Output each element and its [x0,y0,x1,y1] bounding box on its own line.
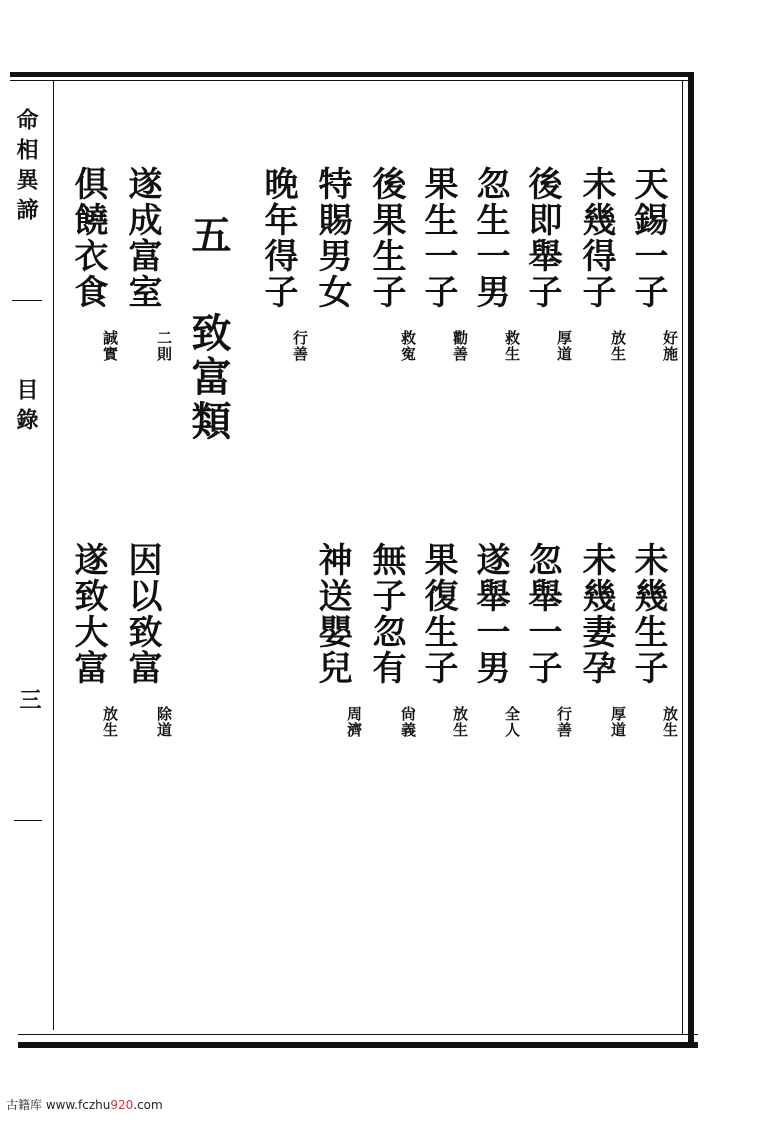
top-rule-thin [10,80,690,81]
section-title: 致富類 [185,312,232,444]
entry-note: 行善 [291,330,309,362]
entry-title: 果生一子 [418,166,458,310]
entry-title: 晚年得子 [258,166,298,310]
footer-watermark[interactable] [6,1096,163,1113]
entry-title: 特賜男女 [312,166,352,310]
entry-note: 尙義 [399,706,417,738]
entry-title: 未幾妻孕 [576,542,616,686]
entry-note: 放生 [451,706,469,738]
bottom-rule-thick [18,1042,698,1048]
entry-note: 放生 [609,330,627,362]
entry-note: 勸善 [451,330,469,362]
entry-note: 放生 [661,706,679,738]
entry-note: 救寃 [399,330,417,362]
margin-divider-2 [14,820,42,821]
entry-title: 忽生一男 [470,166,510,310]
entry-note: 誠實 [101,330,119,362]
entry-title: 忽舉一子 [522,542,562,686]
entry-note: 好施 [661,330,679,362]
right-rule-thin [682,80,683,1034]
entry-note: 厚道 [555,330,573,362]
entry-title: 遂舉一男 [470,542,510,686]
entry-note: 厚道 [609,706,627,738]
entry-note: 周濟 [345,706,363,738]
footer-site-name: 古籍库 [6,1098,43,1112]
footer-url-suffix: .com [133,1098,163,1112]
entry-note: 放生 [101,706,119,738]
entry-title: 因以致富 [122,542,162,686]
entry-title: 未幾得子 [576,166,616,310]
entry-title: 後即舉子 [522,166,562,310]
entry-note: 行善 [555,706,573,738]
inner-left-rule [53,80,54,1030]
entry-title: 果復生子 [418,542,458,686]
entry-title: 遂成富室 [122,166,162,310]
footer-url-number: 920 [110,1098,134,1112]
entry-title: 俱饒衣食 [68,166,108,310]
bottom-rule-thin [18,1034,698,1035]
entry-title: 無子忽有 [366,542,406,686]
section-number: 五 [185,214,232,258]
entry-note: 二則 [155,330,173,362]
margin-section-label: 目錄 [13,378,39,438]
entry-title: 未幾生子 [628,542,668,686]
entry-note: 除道 [155,706,173,738]
entry-title: 後果生子 [366,166,406,310]
entry-note: 全人 [503,706,521,738]
margin-book-title: 命相異諦 [13,108,39,228]
top-rule-thick [10,72,690,77]
right-rule-thick [688,72,694,1048]
entry-note: 救生 [503,330,521,362]
entry-title: 遂致大富 [68,542,108,686]
footer-url-prefix: www.fczhu [45,1098,111,1112]
margin-divider-1 [12,300,42,301]
entry-title: 天錫一子 [628,166,668,310]
margin-page-number: 三 [16,688,42,710]
entry-title: 神送嬰兒 [312,542,352,686]
